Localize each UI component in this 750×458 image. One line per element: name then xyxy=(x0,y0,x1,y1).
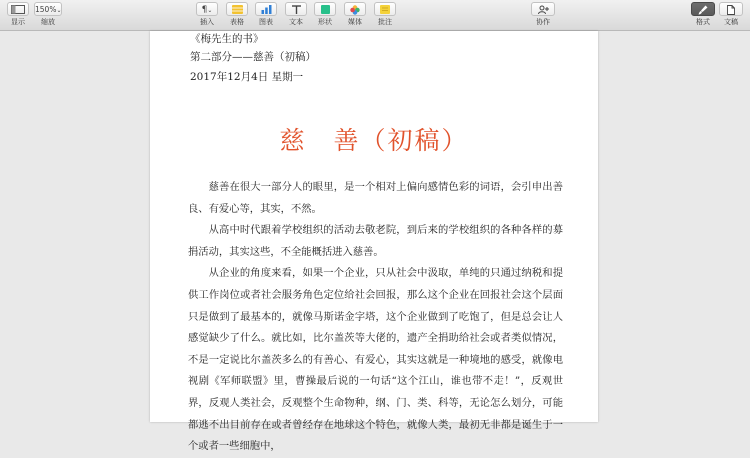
chevron-down-icon: ⌄ xyxy=(207,7,213,14)
table-icon xyxy=(232,5,243,14)
view-control[interactable] xyxy=(6,2,30,27)
table-control[interactable] xyxy=(226,2,248,27)
collaborate-label: 协作 xyxy=(536,18,550,26)
shape-control[interactable] xyxy=(314,2,336,27)
document-canvas[interactable] xyxy=(0,31,750,453)
body-paragraph-1: 慈善在很大一部分人的眼里，是一个相对上偏向感情色彩的词语，会引申出善良、有爱心等，其实，不然。 xyxy=(188,181,563,215)
media-button[interactable] xyxy=(344,2,366,16)
text-button[interactable] xyxy=(285,2,307,16)
text-box-icon xyxy=(291,5,302,14)
document-control[interactable] xyxy=(719,2,743,27)
zoom-select[interactable] xyxy=(34,2,62,16)
view-label: 显示 xyxy=(11,18,25,26)
format-button[interactable] xyxy=(691,2,715,16)
comment-label: 批注 xyxy=(378,18,392,26)
format-label: 格式 xyxy=(696,18,710,26)
paragraph-icon: ¶ xyxy=(201,5,208,15)
document-body[interactable] xyxy=(188,177,563,458)
text-label: 文本 xyxy=(289,18,303,26)
media-control[interactable] xyxy=(344,2,366,27)
view-button[interactable] xyxy=(7,2,29,16)
comment-button[interactable] xyxy=(374,2,396,16)
photos-icon xyxy=(350,5,360,15)
table-button[interactable] xyxy=(226,2,248,16)
document-label: 文稿 xyxy=(724,18,738,26)
zoom-control[interactable] xyxy=(34,2,62,27)
sidebar-icon xyxy=(11,5,25,14)
format-control[interactable] xyxy=(691,2,715,27)
chart-button[interactable] xyxy=(255,2,277,16)
document-page[interactable] xyxy=(150,31,598,453)
media-label: 媒体 xyxy=(348,18,362,26)
square-shape-icon xyxy=(321,5,330,14)
header-section: 第二部分——慈善（初稿） xyxy=(190,51,316,63)
header-date: 2017年12月4日 星期一 xyxy=(190,71,304,83)
document-title: 慈 善（初稿） xyxy=(279,126,469,155)
table-label: 表格 xyxy=(230,18,244,26)
document-icon xyxy=(727,5,735,15)
shape-button[interactable] xyxy=(314,2,336,16)
zoom-value: 150% xyxy=(35,5,57,14)
body-paragraph-2: 从高中时代跟着学校组织的活动去敬老院，到后来的学校组织的各种各样的募捐活动，其实这些，不全能概括进入慈善。 xyxy=(188,224,563,258)
comment-control[interactable] xyxy=(374,2,396,27)
chevron-down-icon: ⌄ xyxy=(56,7,62,14)
comment-note-icon xyxy=(380,5,390,14)
shape-label: 形状 xyxy=(318,18,332,26)
zoom-label: 缩放 xyxy=(41,18,55,26)
chart-control[interactable] xyxy=(255,2,277,27)
paintbrush-icon xyxy=(698,5,708,15)
body-paragraph-3: 从企业的角度来看，如果一个企业，只从社会中汲取，单纯的只通过纳税和提供工作岗位或者社会服务角色定位给社会回报，那么这个企业在回报社会这个层面只是做到了最基本的，就像马斯诺金字塔，这个企业做到了吃饱了，但是总会让人感觉缺少了什么。就比如，比尔盖茨等大佬的，遗产全捐助给社会或者类似情况，不是一定说比尔盖茨多么的有善心、有爱心，其实这就是一种境地的感受，就像电视剧《军师联盟》里，曹操最后说的一句话“这个江山，谁也带不走！”，反观世界，反观人类社会，反观整个生命物种，纲、门、类、科等，无论怎么划分，可能都逃不出目前存在或者曾经存在地球这个特色，就像人类，最初无非都是诞生于一个或者一些细胞中， xyxy=(188,267,563,453)
chart-label: 图表 xyxy=(259,18,273,26)
collaborate-button[interactable] xyxy=(531,2,555,16)
text-control[interactable] xyxy=(285,2,307,27)
document-button[interactable] xyxy=(719,2,743,16)
toolbar xyxy=(0,0,750,31)
insert-button[interactable] xyxy=(196,2,218,16)
insert-control[interactable] xyxy=(196,2,218,27)
header-book-title: 《梅先生的书》 xyxy=(190,33,264,45)
bar-chart-icon xyxy=(261,5,272,14)
collaborate-control[interactable] xyxy=(531,2,555,27)
add-person-icon xyxy=(538,5,549,15)
insert-label: 插入 xyxy=(200,18,214,26)
